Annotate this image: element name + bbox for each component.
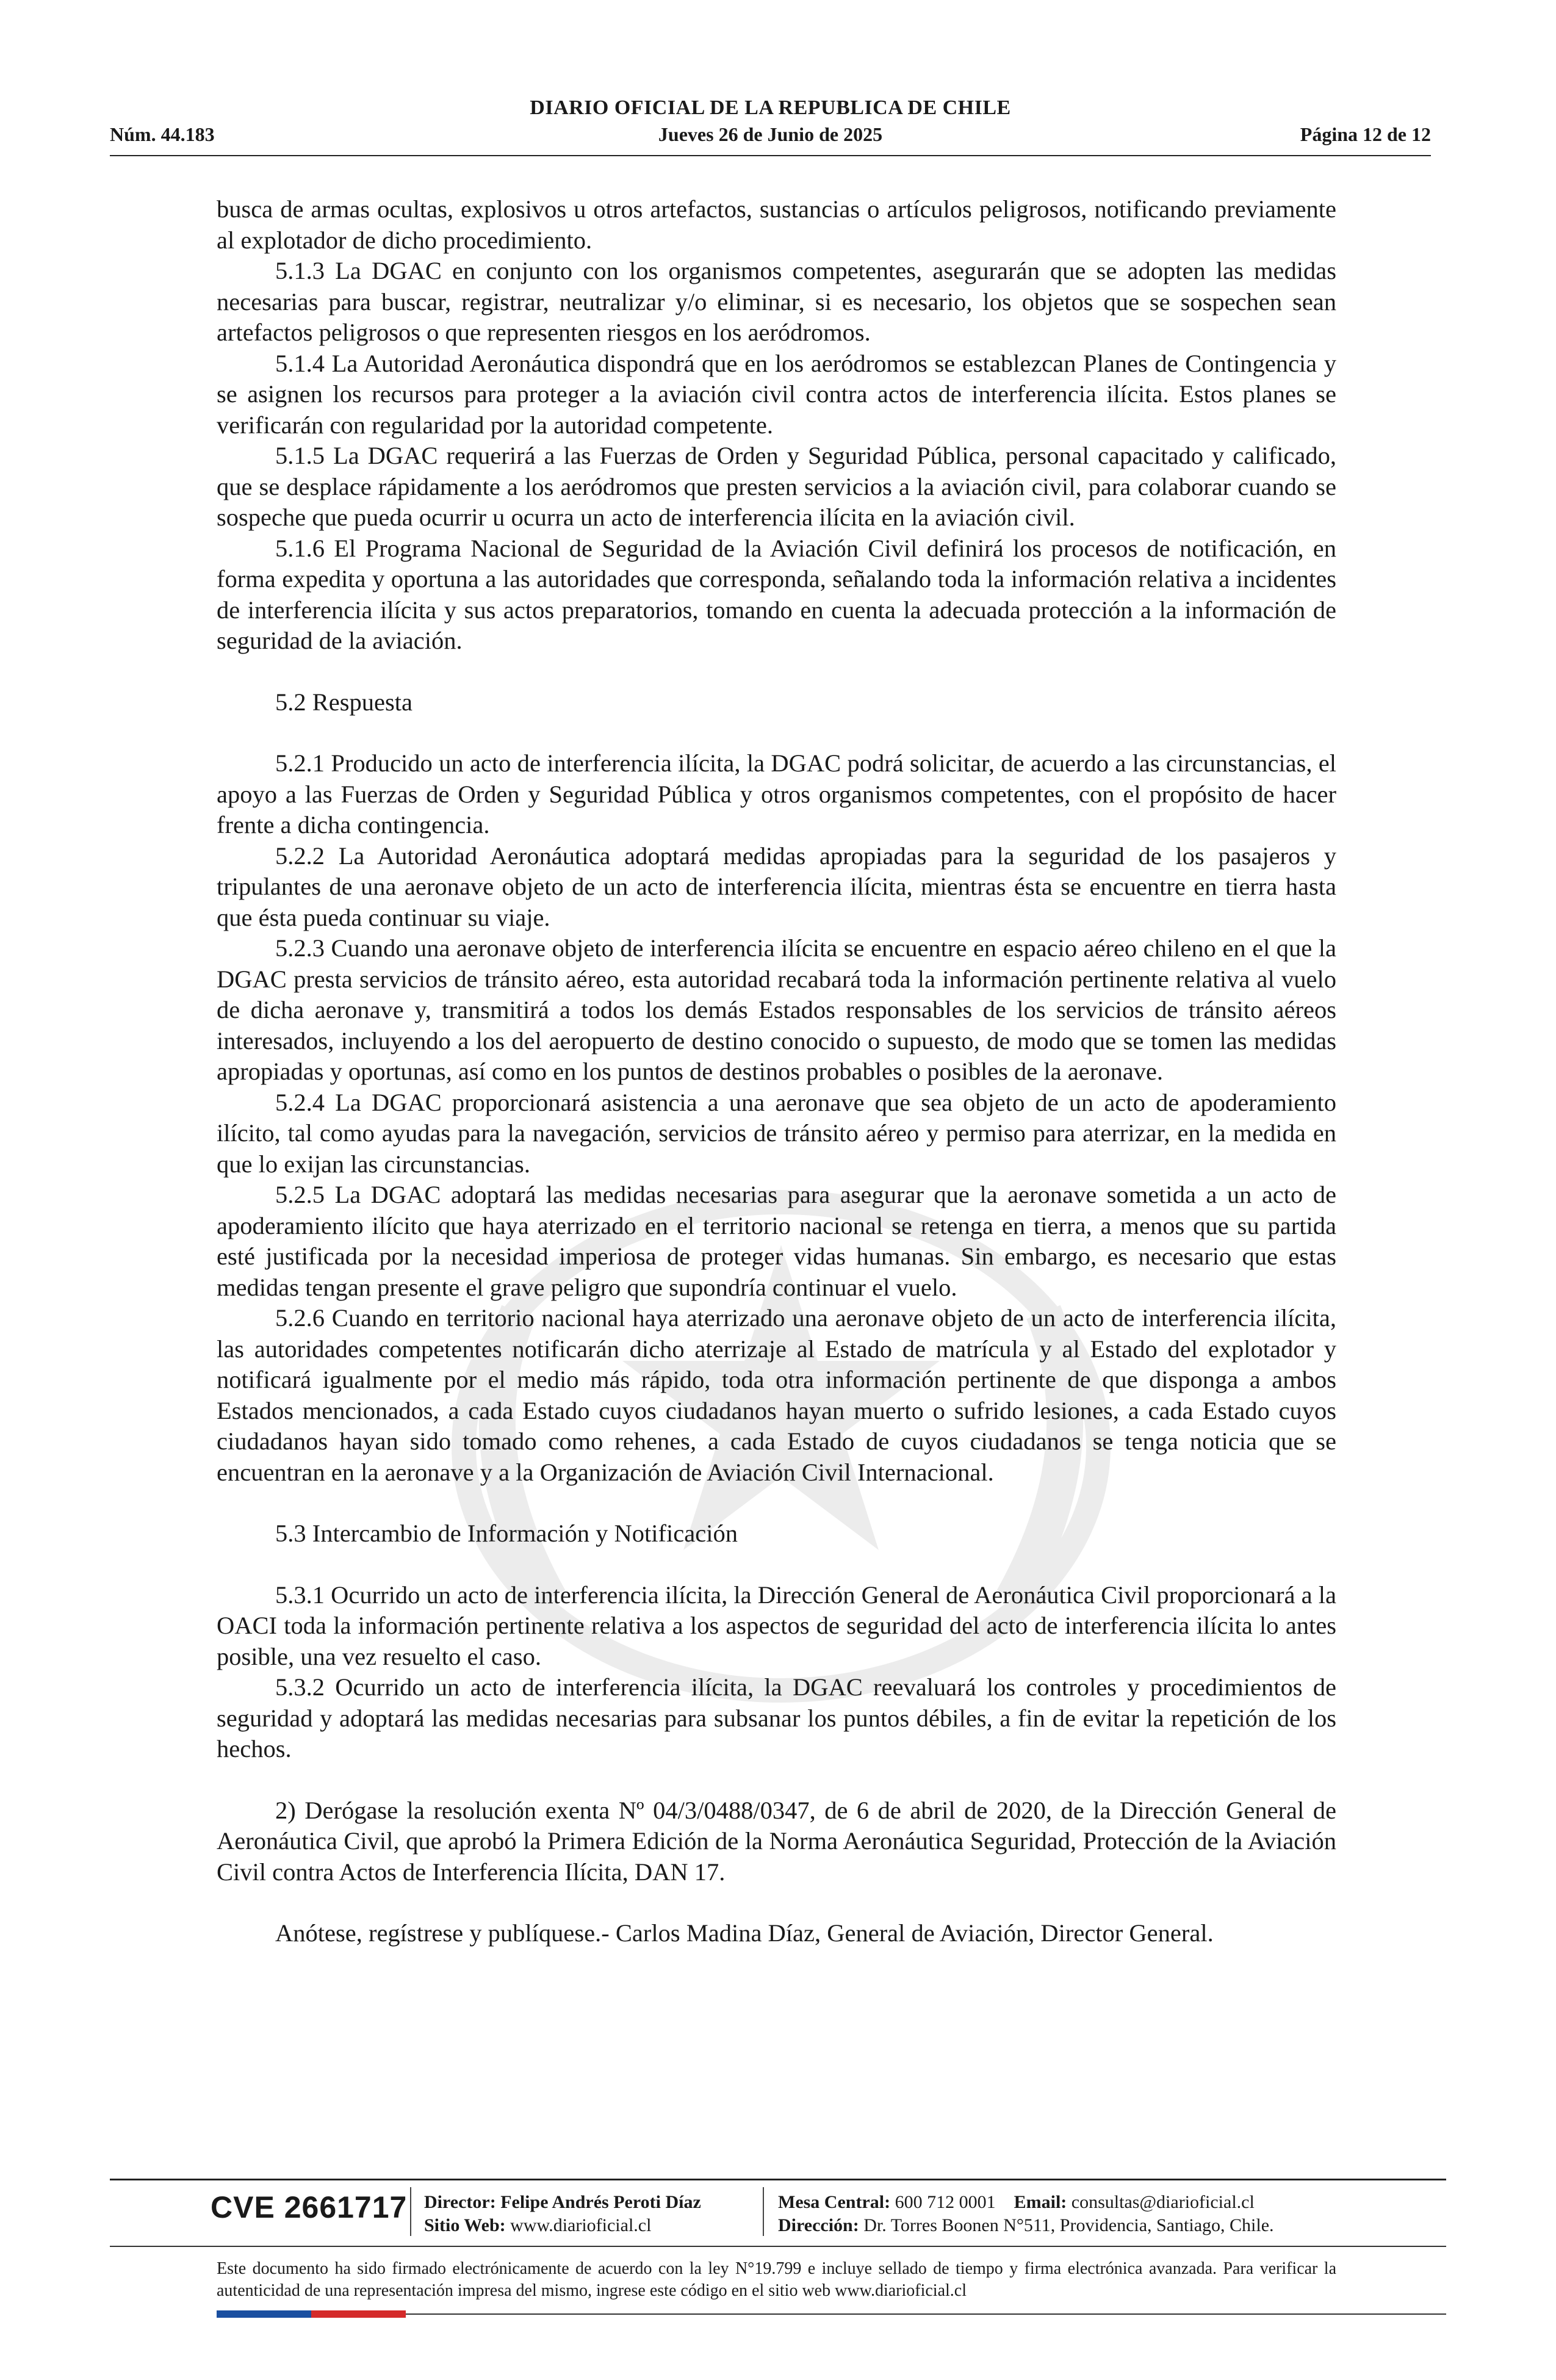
paragraph-5-1-5: 5.1.5 La DGAC requerirá a las Fuerzas de Orden y Seguridad Pública, personal capacitado y calificado, que se desplace rápidamente a los aeródromos que presten servicios a la aviación civil, para colaborar cuando se sospeche que pueda ocurrir u ocurra un acto de interferencia ilícita en la aviación civil. (217, 442, 1336, 531)
flag-blue-segment (217, 2310, 311, 2318)
footer-divider-top (110, 2179, 1446, 2180)
flag-red-segment (311, 2310, 406, 2318)
paragraph-5-2-6: 5.2.6 Cuando en territorio nacional haya aterrizado una aeronave objeto de un acto de interferencia ilícita, las autoridades competentes notificarán dicho aterrizaje al Estado de matrícula y al Estado del explotador y notificará igualmente por el medio más rápido, toda otra información pertinente de que disponga a ambos Estados mencionados, a cada Estado cuyos ciudadanos hayan muerto o sufrido lesiones, a cada Estado cuyos ciudadanos hayan sido tomado como rehenes, a cada Estado de cuyos ciudadanos se tenga noticia que se encuentran en la aeronave y a la Organización de Aviación Civil Internacional. (217, 1304, 1336, 1486)
flag-stripe (217, 2310, 406, 2318)
page-number: Página 12 de 12 (1300, 123, 1431, 145)
footer-divider-middle (110, 2246, 1446, 2247)
email-link[interactable]: consultas@diarioficial.cl (1071, 2192, 1255, 2212)
header-divider (110, 155, 1431, 156)
closing-signature: Anótese, regístrese y publíquese.- Carlos Madina Díaz, General de Aviación, Director General. (275, 1919, 1214, 1947)
director-name: Felipe Andrés Peroti Díaz (500, 2192, 701, 2212)
footer-bottom-line (406, 2313, 1446, 2315)
director-label: Director: (424, 2192, 496, 2212)
paragraph-5-1-3: 5.1.3 La DGAC en conjunto con los organismos competentes, asegurarán que se adopten las medidas necesarias para buscar, registrar, neutralizar y/o eliminar, si es necesario, los objetos que se sospechen sean artefactos peligrosos o que representen riesgos en los aeródromos. (217, 257, 1336, 346)
address-label: Dirección: (778, 2215, 859, 2235)
paragraph-5-1-6: 5.1.6 El Programa Nacional de Seguridad de la Aviación Civil definirá los procesos de notificación, en forma expedita y oportuna a las autoridades que corresponda, señalando toda la información relativa a incidentes de interferencia ilícita y sus actos preparatorios, tomando en cuenta la adecuada protección a la información de seguridad de la aviación. (217, 534, 1336, 654)
address-value: Dr. Torres Boonen N°511, Providencia, Santiago, Chile. (863, 2215, 1274, 2235)
mesa-central-phone: 600 712 0001 (895, 2192, 996, 2212)
section-heading-5-2: 5.2 Respuesta (275, 688, 412, 716)
newspaper-title: DIARIO OFICIAL DE LA REPUBLICA DE CHILE (530, 96, 1011, 119)
issue-date: Jueves 26 de Junio de 2025 (658, 123, 883, 145)
footer-director-block (424, 2191, 701, 2237)
paragraph-5-3-1: 5.3.1 Ocurrido un acto de interferencia ilícita, la Dirección General de Aeronáutica Civil proporcionará a la OACI toda la información pertinente relativa a los aspectos de seguridad del acto de interferencia ilícita lo antes posible, una vez resuelto el caso. (217, 1581, 1336, 1670)
page-header (110, 92, 1431, 153)
issue-number: Núm. 44.183 (110, 123, 215, 145)
section-heading-5-3: 5.3 Intercambio de Información y Notificación (275, 1520, 738, 1547)
email-label: Email: (1014, 2192, 1067, 2212)
website-link[interactable]: www.diarioficial.cl (510, 2215, 652, 2235)
website-label: Sitio Web: (424, 2215, 506, 2235)
electronic-signature-notice: Este documento ha sido firmado electrónicamente de acuerdo con la ley N°19.799 e incluye sellado de tiempo y firma electrónica avanzada. Para verificar la autenticidad de una representación impresa del mismo, ingrese este código en el sitio web www.diarioficial.cl (217, 2259, 1336, 2300)
paragraph-5-3-2: 5.3.2 Ocurrido un acto de interferencia ilícita, la DGAC reevaluará los controles y procedimientos de seguridad y adoptará las medidas necesarias para subsanar los puntos débiles, a fin de evitar la repetición de los hechos. (217, 1673, 1336, 1762)
footer-contact-block (778, 2191, 1274, 2237)
cve-code: CVE 2661717 (211, 2190, 408, 2224)
mesa-central-label: Mesa Central: (778, 2192, 891, 2212)
paragraph-5-2-1: 5.2.1 Producido un acto de interferencia ilícita, la DGAC podrá solicitar, de acuerdo a las circunstancias, el apoyo a las Fuerzas de Orden y Seguridad Pública y otros organismos competentes, con el propósito de hacer frente a dicha contingencia. (217, 749, 1336, 838)
paragraph-5-2-3: 5.2.3 Cuando una aeronave objeto de interferencia ilícita se encuentre en espacio aéreo chileno en el que la DGAC presta servicios de tránsito aéreo, esta autoridad recabará toda la información pertinente relativa al vuelo de dicha aeronave y, transmitirá a todos los demás Estados responsables de los servicios de tránsito aéreos interesados, incluyendo a los del aeropuerto de destino conocido o supuesto, de modo que se tomen las medidas apropiadas y oportunas, así como en los puntos de destinos probables o posibles de la aeronave. (217, 934, 1336, 1085)
paragraph-repeal: 2) Derógase la resolución exenta Nº 04/3/0488/0347, de 6 de abril de 2020, de la Dirección General de Aeronáutica Civil, que aprobó la Primera Edición de la Norma Aeronáutica Seguridad, Protección de la Aviación Civil contra Actos de Interferencia Ilícita, DAN 17. (217, 1796, 1336, 1886)
paragraph-5-2-5: 5.2.5 La DGAC adoptará las medidas necesarias para asegurar que la aeronave sometida a un acto de apoderamiento ilícito que haya aterrizado en el territorio nacional se retenga en tierra, a menos que su partida esté justificada por la necesidad imperiosa de proteger vidas humanas. Sin embargo, es necesario que estas medidas tengan presente el grave peligro que supondría continuar el vuelo. (217, 1181, 1336, 1301)
document-body (217, 194, 1336, 1949)
footer-separator (763, 2187, 764, 2236)
paragraph-5-2-2: 5.2.2 La Autoridad Aeronáutica adoptará medidas apropiadas para la seguridad de los pasajeros y tripulantes de una aeronave objeto de un acto de interferencia ilícita, mientras ésta se encuentre en tierra hasta que ésta pueda continuar su viaje. (217, 842, 1336, 931)
paragraph-continuation: busca de armas ocultas, explosivos u otros artefactos, sustancias o artículos peligrosos, notificando previamente al explotador de dicho procedimiento. (217, 195, 1336, 254)
paragraph-5-1-4: 5.1.4 La Autoridad Aeronáutica dispondrá que en los aeródromos se establezcan Planes de Contingencia y se asignen los recursos para proteger a la aviación civil contra actos de interferencia ilícita. Estos planes se verificarán con regularidad por la autoridad competente. (217, 349, 1336, 439)
paragraph-5-2-4: 5.2.4 La DGAC proporcionará asistencia a una aeronave que sea objeto de un acto de apoderamiento ilícito, tal como ayudas para la navegación, servicios de tránsito aéreo y permiso para aterrizar, en la medida en que lo exijan las circunstancias. (217, 1088, 1336, 1178)
footer-separator (410, 2187, 411, 2236)
